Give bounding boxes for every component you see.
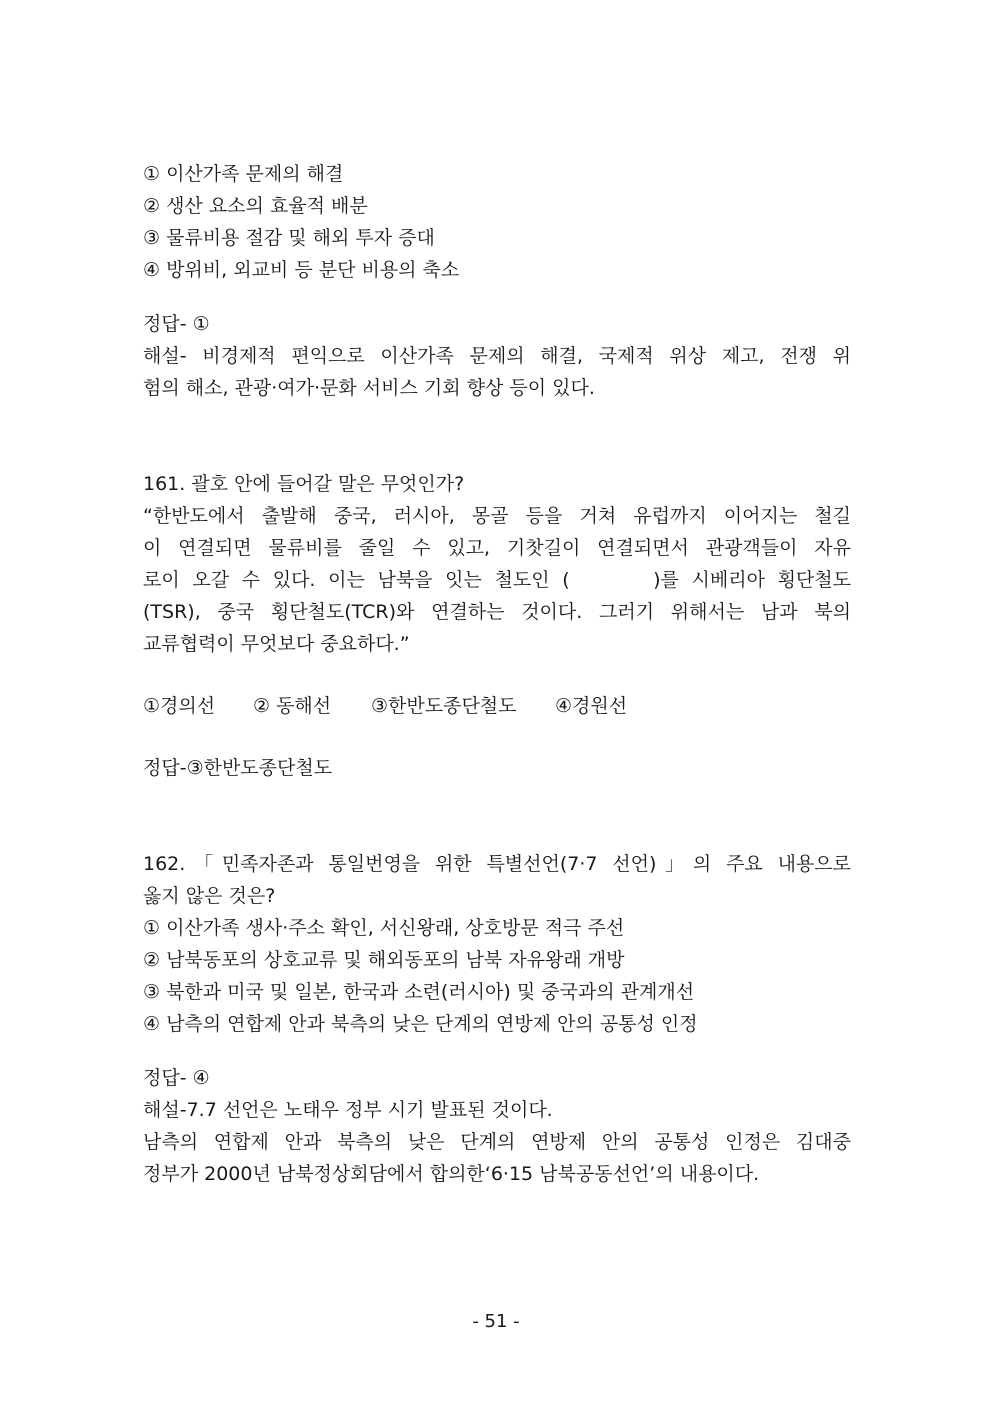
explanation-line-1: 해설- 비경제적 편익으로 이산가족 문제의 해결, 국제적 위상 제고, 전쟁 위: [143, 345, 851, 367]
question-162-line-2: 옳지 않은 것은?: [143, 885, 276, 907]
choice-3: ③한반도종단철도: [371, 695, 517, 717]
question-161-passage: [143, 500, 851, 660]
option-1: ① 이산가족 문제의 해결: [143, 163, 344, 185]
passage-line-1: “한반도에서 출발해 중국, 러시아, 몽골 등을 거쳐 유럽까지 이어지는 철길: [143, 505, 851, 527]
option-2: ② 생산 요소의 효율적 배분: [143, 195, 368, 217]
question-162-options: [143, 912, 851, 1040]
option-1: ① 이산가족 생사·주소 확인, 서신왕래, 상호방문 적극 주선: [143, 917, 625, 939]
question-161-choices: [143, 690, 851, 722]
explanation-162-line-3: 정부가 2000년 남북정상회담에서 합의한‘6·15 남북공동선언’의 내용이다.: [143, 1163, 760, 1185]
choice-2: ② 동해선: [253, 695, 332, 717]
explanation-line-2: 험의 해소, 관광·여가·문화 서비스 기회 향상 등이 있다.: [143, 377, 595, 399]
option-2: ② 남북동포의 상호교류 및 해외동포의 남북 자유왕래 개방: [143, 949, 625, 971]
option-4: ④ 남측의 연합제 안과 북측의 낮은 단계의 연방제 안의 공통성 인정: [143, 1013, 698, 1035]
choice-4: ④경원선: [555, 695, 628, 717]
option-3: ③ 북한과 미국 및 일본, 한국과 소련(러시아) 및 중국과의 관계개선: [143, 981, 695, 1003]
page-number: - 51 -: [472, 1311, 520, 1332]
choice-1: ①경의선: [143, 695, 216, 717]
passage-line-4: (TSR), 중국 횡단철도(TCR)와 연결하는 것이다. 그러기 위해서는 남과 북의: [143, 601, 851, 623]
option-3: ③ 물류비용 절감 및 해외 투자 증대: [143, 227, 435, 249]
question-161: 161. 괄호 안에 들어갈 말은 무엇인가?: [143, 473, 465, 495]
explanation-162-line-2: 남측의 연합제 안과 북측의 낮은 단계의 연방제 안의 공통성 인정은 김대중: [143, 1131, 851, 1153]
document-body: [143, 158, 851, 1190]
option-4: ④ 방위비, 외교비 등 분단 비용의 축소: [143, 259, 460, 281]
answer-162: 정답- ④: [143, 1067, 210, 1089]
passage-line-5: 교류협력이 무엇보다 중요하다.”: [143, 633, 410, 655]
question-162-line-1: 162.「민족자존과 통일번영을 위한 특별선언(7·7 선언)」의 주요 내용으로: [143, 853, 851, 875]
passage-line-3: 로이 오갈 수 있다. 이는 남북을 잇는 철도인 ( )를 시베리아 횡단철도: [143, 569, 851, 591]
answer-line: 정답- ①: [143, 313, 210, 335]
prev-question-options: [143, 158, 851, 286]
explanation-162-line-1: 해설-7.7 선언은 노태우 정부 시기 발표된 것이다.: [143, 1099, 553, 1121]
passage-line-2: 이 연결되면 물류비를 줄일 수 있고, 기찻길이 연결되면서 관광객들이 자유: [143, 537, 851, 559]
answer-161: 정답-③한반도종단철도: [143, 757, 333, 779]
